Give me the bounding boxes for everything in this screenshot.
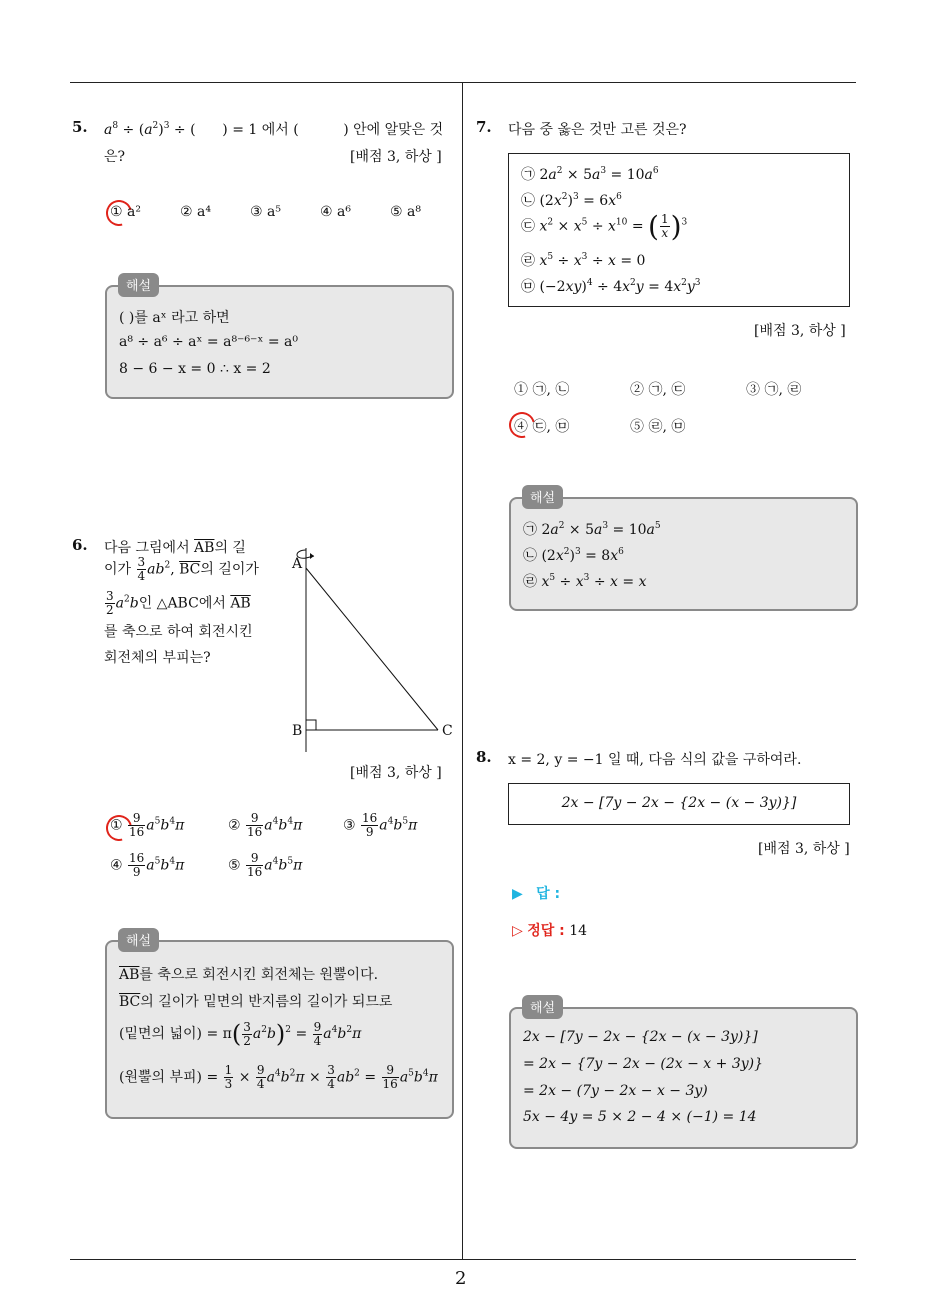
q5-stem-line2: 은?: [104, 149, 126, 165]
q8-solution-box: [509, 1007, 858, 1149]
q5-choice-2[interactable]: ② a⁴: [180, 204, 211, 220]
q5-choice-4[interactable]: ④ a⁶: [320, 204, 351, 220]
correct-arrow-icon: ▷: [512, 923, 523, 939]
q8-correct-value: 14: [569, 923, 588, 939]
q8-grade: [배점 3, 하상 ]: [758, 841, 850, 857]
q6-sol-line3: (밑면의 넓이) = π( $\frac{3}{2}$ $a^2b)^2$ = $\frac{9}{4}$ $a^4b^2\pi$: [119, 1019, 362, 1048]
q8-sol-line2: = 2x − {7y − 2x − (2x − x + 3y)}: [523, 1056, 764, 1072]
q8-correct-label: 정답 :: [527, 923, 565, 939]
q8-sol-line4: 5x − 4y = 5 × 2 − 4 × (−1) = 14: [523, 1109, 757, 1125]
q6-right-angle-mark: [306, 720, 316, 730]
q7-solution-box: [509, 497, 858, 611]
top-rule: [70, 82, 856, 83]
q6-triangle-figure: [288, 540, 458, 755]
q6-choice-5[interactable]: ⑤ $\frac{9}{16}$ $a^4b^5\pi$: [228, 851, 303, 879]
q7-solution-tab: 해설: [522, 485, 563, 509]
q6-label-a: A: [292, 556, 303, 572]
bottom-rule: [70, 1259, 856, 1260]
q8-expression-box: [508, 783, 850, 825]
q7-stem: 다음 중 옳은 것만 고른 것은?: [508, 122, 687, 138]
q7-sol-line3: ㉣ $x^5 \div x^3 \div x = x$: [523, 573, 647, 590]
q8-solution-tab: 해설: [522, 995, 563, 1019]
q7-stmt-4: ㉣ $x^5 \div x^3 \div x = 0$: [521, 252, 646, 269]
q5-sol-line2: a⁸ ÷ a⁶ ÷ aˣ = a⁸⁻⁶⁻ˣ = a⁰: [119, 334, 298, 350]
q6-label-c: C: [442, 723, 453, 739]
q5-stem: $a^8 \div (a^2)^3$ ÷ ( ) = 1 에서 ( ) 안에 알맞은 것: [104, 121, 444, 138]
q6-text-line1: 다음 그림에서 $\overline{AB}$의 길: [104, 540, 246, 556]
q5-solution-tab: 해설: [118, 273, 159, 297]
q6-side-ac: [306, 568, 438, 730]
q6-text-line5: 회전체의 부피는?: [104, 650, 211, 666]
q6-text-line2a: 이가: [104, 561, 132, 578]
q7-stmt-2: ㉡ $(2x^2)^3 = 6x^6$: [521, 192, 622, 209]
q8-number: 8.: [476, 748, 492, 766]
q7-stmt-1: ㉠ $2a^2 \times 5a^3 = 10a^6$: [521, 166, 659, 183]
q6-frac-3-4: $\frac{3}{4}$: [137, 555, 146, 583]
page-number: 2: [455, 1268, 467, 1289]
q7-choice-5[interactable]: ⑤ ㉣, ㉤: [630, 419, 686, 435]
q5-number: 5.: [72, 118, 88, 136]
q8-answer-label: 답 :: [536, 886, 561, 902]
q6-sol-line1: $\overline{AB}$를 축으로 회전시킨 회전체는 원뿔이다.: [119, 967, 379, 983]
q6-text-line3: $\frac{3}{2}$ $a^2b$인 △ABC에서 $\overline{AB}$: [106, 589, 251, 617]
q7-stmt-5: ㉤ $(-2xy)^4 \div 4x^2y = 4x^2y^3$: [521, 278, 701, 295]
q5-choice-5[interactable]: ⑤ a⁸: [390, 204, 421, 220]
q8-expression: 2x − [7y − 2x − {2x − (x − 3y)}]: [561, 795, 797, 811]
q8-correct-row: [512, 920, 587, 940]
q6-choice-2[interactable]: ② $\frac{9}{16}$ $a^4b^4\pi$: [228, 811, 303, 839]
q7-grade: [배점 3, 하상 ]: [754, 323, 846, 339]
q8-sol-line3: = 2x − (7y − 2x − x − 3y): [523, 1083, 708, 1099]
q7-sol-line2: ㉡ $(2x^2)^3 = 8x^6$: [523, 547, 624, 564]
column-divider: [462, 82, 463, 1260]
q6-text-line2: 이가 $\frac{3}{4}$ $ab^2$, $\overline{BC}$의 길이가: [104, 555, 259, 583]
q6-text-line4: 를 축으로 하여 회전시킨: [104, 624, 253, 640]
q6-choice-3[interactable]: ③ $\frac{16}{9}$ $a^4b^5\pi$: [343, 811, 418, 839]
q5-solution-box: [105, 285, 454, 399]
q6-frac-3-2: $\frac{3}{2}$: [106, 589, 114, 617]
q5-choice-1[interactable]: ① a²: [110, 204, 141, 220]
q6-choice-1[interactable]: ① $\frac{9}{16}$ $a^5b^4\pi$: [110, 811, 185, 839]
q5-sol-line1: ( )를 aˣ 라고 하면: [119, 310, 230, 326]
q6-solution-tab: 해설: [118, 928, 159, 952]
q7-choice-4[interactable]: ④ ㉢, ㉤: [514, 419, 570, 435]
q6-grade: [배점 3, 하상 ]: [350, 765, 442, 781]
q7-choice-3[interactable]: ③ ㉠, ㉣: [746, 382, 802, 398]
q6-number: 6.: [72, 536, 88, 554]
q8-stem: x = 2, y = −1 일 때, 다음 식의 값을 구하여라.: [508, 752, 802, 768]
q6-label-b: B: [292, 723, 303, 739]
q7-stmt-3: ㉢ $x^2 \times x^5 \div x^{10}$ = ( $\frac{1}{x}$ )$^3$: [521, 210, 688, 243]
q6-solution-box: [105, 940, 454, 1119]
q7-choice-1[interactable]: ① ㉠, ㉡: [514, 382, 570, 398]
q5-sol-line3: 8 − 6 − x = 0 ∴ x = 2: [119, 361, 271, 377]
q6-sol-line2: $\overline{BC}$의 길이가 밑면의 반지름의 길이가 되므로: [119, 994, 393, 1010]
q7-choice-2[interactable]: ② ㉠, ㉢: [630, 382, 686, 398]
q7-number: 7.: [476, 118, 492, 136]
q7-statements-box: [508, 153, 850, 307]
q6-sol-line4: (원뿔의 부피) = $\frac{1}{3}$ × $\frac{9}{4}$ $a^4b^2\pi$ × $\frac{3}{4}$ $ab^2$ = $\frac{9}{16}$ $a^5b^4\pi$: [119, 1063, 438, 1091]
answer-arrow-icon: ▶: [512, 886, 523, 902]
q5-grade: [배점 3, 하상 ]: [350, 149, 442, 165]
q8-answer-row: [512, 883, 560, 903]
q8-sol-line1: 2x − [7y − 2x − {2x − (x − 3y)}]: [523, 1029, 758, 1045]
q7-sol-line1: ㉠ $2a^2 \times 5a^3 = 10a^5$: [523, 521, 661, 538]
q5-stem-end: ) 안에 알맞은 것: [343, 122, 444, 138]
q6-choice-4[interactable]: ④ $\frac{16}{9}$ $a^5b^4\pi$: [110, 851, 185, 879]
q5-choice-3[interactable]: ③ a⁵: [250, 204, 281, 220]
